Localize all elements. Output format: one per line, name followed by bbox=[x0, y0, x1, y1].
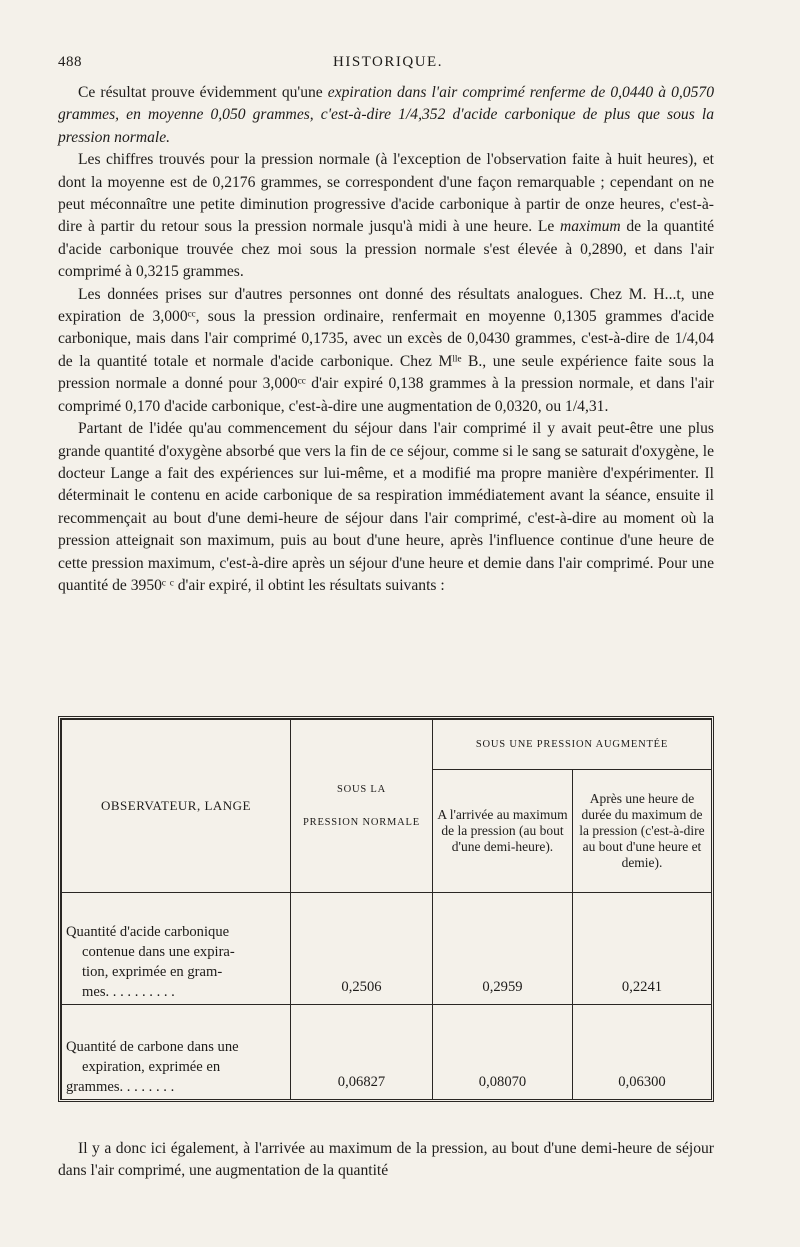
text-run: Les chiffres trouvés pour la pression normale (à l'exception de l'observation faite à huit heures), et dont la moyenne est de 0,2176 grammes, se correspondent d'une façon remarquable ; cependant on ne peut méconnaître une petite diminution progressive d'acide carbonique à partir de onze heures, c'est-à-dire à partir du retour sous la pression normale jusqu'à midi à une heure. Le bbox=[58, 151, 714, 236]
normal-pressure-header bbox=[291, 720, 433, 893]
page-number: 488 bbox=[58, 54, 82, 70]
row-label-line: expiration, exprimée en bbox=[82, 1059, 221, 1075]
row-label-line: tion, exprimée en gram- bbox=[82, 964, 223, 980]
text-run: Les données prises sur d'autres personnes ont donné des résultats analogues. Chez M. H...t, une expiration de 3,000ᶜᶜ, sous la pression ordinaire, renfermait en moyenne 0,1305 grammes d'acide carbonique, mais dans l'air comprimé 0,1735, avec un excès de 0,0430 grammes, c'est-à-dire de 1/4,04 de la quantité totale et normale d'acide carbonique. Chez Mˡˡᵉ B., une seule expérience faite sous la pression normale a donné pour 3,000ᶜᶜ d'air expiré 0,138 grammes à la pression normale, et dans l'air comprimé 0,170 d'acide carbonique, c'est-à-dire une augmentation de 0,0320, ou 1/4,31. bbox=[58, 285, 714, 415]
after-hour-header: Après une heure de durée du maximum de la pression (c'est-à-dire au bout d'une heure et demie). bbox=[573, 770, 712, 893]
cell-value: 0,06827 bbox=[291, 1005, 433, 1100]
paragraph bbox=[58, 284, 714, 418]
text-run: de la quantité d'acide carbonique trouvée chez moi sous la pression normale s'est élevée à 0,2890, et dans l'air comprimé à 0,3215 grammes. bbox=[58, 218, 714, 281]
text-run: Partant de l'idée qu'au commencement du séjour dans l'air comprimé il y avait peut-être une plus grande quantité d'oxygène absorbé que vers la fin de ce séjour, comme si le sang se saturait d'oxygène, le docteur Lange a fait des expériences sur lui-même, et a modifié ma propre manière d'expérimenter. Il déterminait le contenu en acide carbonique de sa respiration immédiatement avant la séance, ensuite il recommençait au bout d'une demi-heure de séjour dans l'air comprimé, c'est-à-dire au moment où la pression atteignait son maximum, puis au bout d'une heure, après l'influence continue d'une heure de cette pression maximum, c'est-à-dire après un séjour d'une heure et demie dans l'air comprimé. Pour une quantité de 3950ᶜ ᶜ d'air expiré, il obtint les résultats suivants : bbox=[58, 420, 714, 594]
row-label-carbon bbox=[62, 1005, 291, 1100]
observer-header: OBSERVATEUR, LANGE bbox=[62, 720, 291, 893]
augmented-pressure-header: SOUS UNE PRESSION AUGMENTÉE bbox=[433, 720, 712, 770]
cell-value: 0,2959 bbox=[433, 893, 573, 1005]
row-label-line: contenue dans une expira- bbox=[82, 944, 235, 960]
cell-value: 0,06300 bbox=[573, 1005, 712, 1100]
row-label-line: Quantité de carbone dans une bbox=[66, 1039, 239, 1055]
paragraph bbox=[58, 149, 714, 283]
italic-text: maximum bbox=[560, 218, 621, 236]
paragraph bbox=[58, 82, 714, 149]
closing-paragraph: Il y a donc ici également, à l'arrivée au maximum de la pression, au bout d'une demi-heure de séjour dans l'air comprimé, une augmentation de la quantité bbox=[58, 1140, 714, 1180]
results-table bbox=[58, 716, 714, 1102]
row-label-line: Quantité d'acide carbonique bbox=[66, 924, 230, 940]
cell-value: 0,2241 bbox=[573, 893, 712, 1005]
normal-header-line-1: SOUS LA bbox=[336, 784, 387, 795]
normal-header-line-2: PRESSION NORMALE bbox=[303, 817, 420, 828]
cell-value: 0,08070 bbox=[433, 1005, 573, 1100]
arrival-max-header: A l'arrivée au maximum de la pression (au bout d'une demi-heure). bbox=[433, 770, 573, 893]
closing-text bbox=[58, 1138, 714, 1183]
running-header bbox=[58, 54, 718, 78]
cell-value: 0,2506 bbox=[291, 893, 433, 1005]
table-row bbox=[62, 893, 712, 1005]
paragraph bbox=[58, 418, 714, 597]
table-row bbox=[62, 1005, 712, 1100]
body-text bbox=[58, 82, 714, 597]
row-label-carbonic-acid bbox=[62, 893, 291, 1005]
text-run: Ce résultat prouve évidemment qu'une bbox=[78, 84, 328, 101]
row-label-line: grammes. . . . . . . . bbox=[66, 1079, 175, 1095]
running-title: HISTORIQUE. bbox=[333, 54, 443, 70]
italic-text: expiration dans l'air comprimé renferme de 0,0440 à 0,0570 grammes, en moyenne 0,050 grammes, c'est-à-dire 1/4,352 d'acide carbonique de plus que sous la pression normale. bbox=[58, 84, 714, 146]
row-label-line: mes. . . . . . . . . . bbox=[82, 984, 175, 1000]
